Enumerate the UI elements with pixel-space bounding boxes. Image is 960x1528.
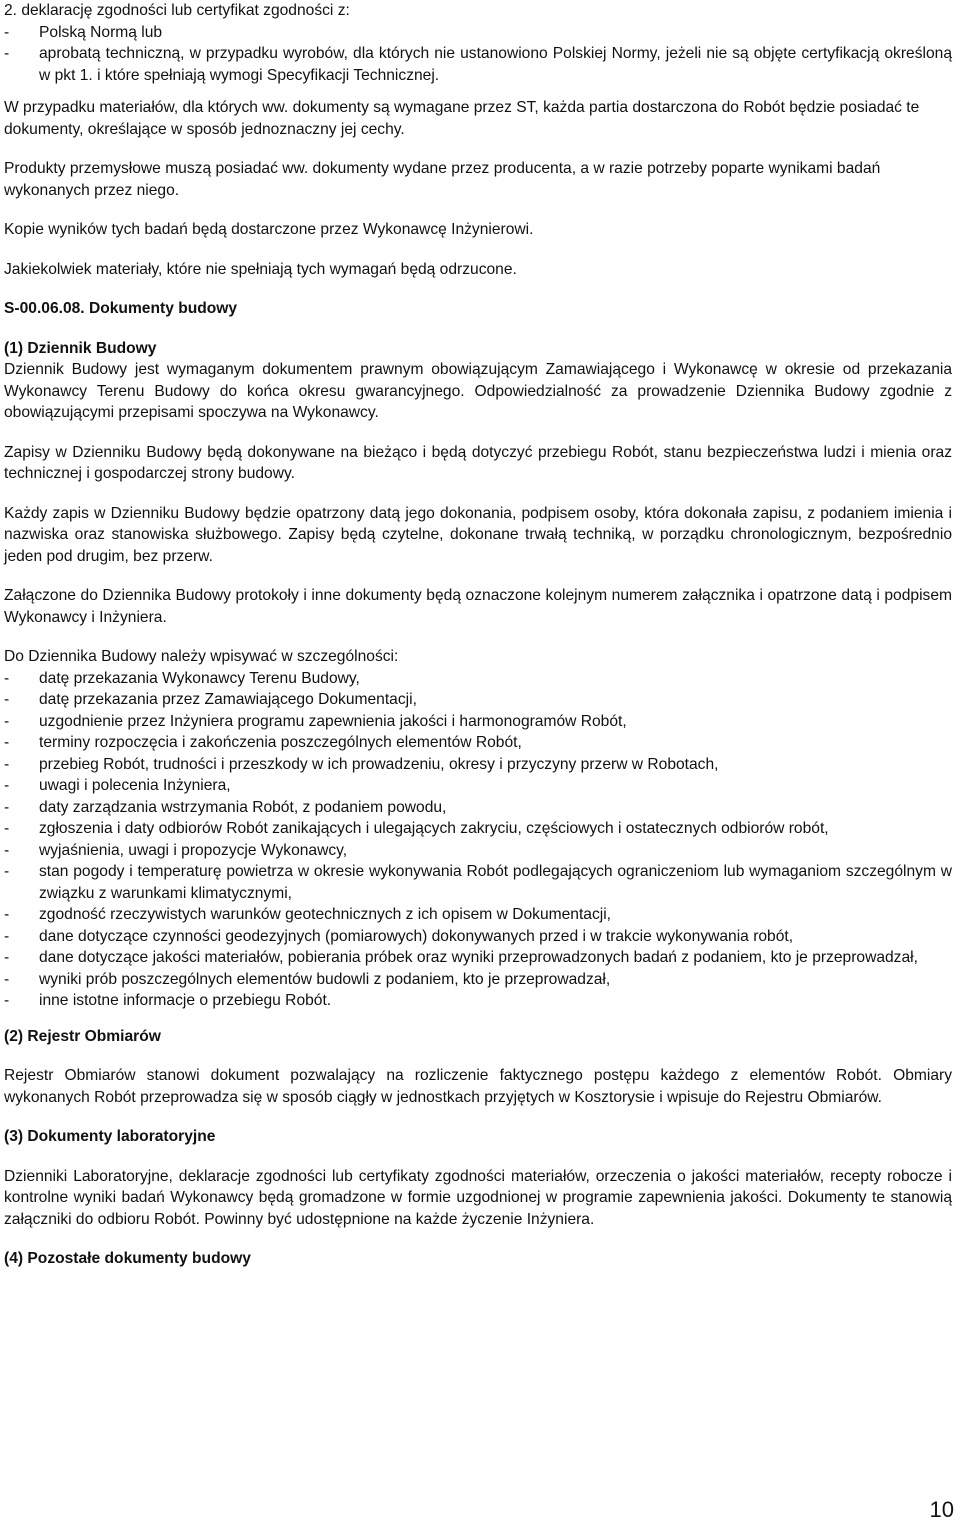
dash-marker: - bbox=[4, 906, 10, 923]
list-item bbox=[4, 797, 952, 819]
intro-paragraph-3: Kopie wyników tych badań będą dostarczone przez Wykonawcę Inżynierowi. bbox=[4, 221, 534, 238]
list-item bbox=[4, 840, 952, 862]
list-item-text: przebieg Robót, trudności i przeszkody w ich prowadzeniu, okresy i przyczyny przerw w Robotach, bbox=[39, 755, 719, 773]
dash-marker: - bbox=[4, 45, 10, 62]
dziennik-heading: (1) Dziennik Budowy bbox=[4, 339, 157, 357]
dash-marker: - bbox=[4, 691, 10, 708]
list-item bbox=[4, 990, 952, 1012]
dash-marker: - bbox=[4, 23, 10, 41]
dziennik-paragraph-2: Zapisy w Dzienniku Budowy będą dokonywane na bieżąco i będą dotyczyć przebiegu Robót, stanu bezpieczeństwa ludzi i mienia oraz technicznej i gospodarczej strony budowy. bbox=[4, 443, 952, 482]
dash-marker: - bbox=[4, 927, 10, 945]
list-item-text: inne istotne informacje o przebiegu Robót. bbox=[39, 992, 332, 1009]
list-item-text: terminy rozpoczęcia i zakończenia poszczególnych elementów Robót, bbox=[39, 734, 522, 751]
document-page bbox=[4, 0, 952, 1270]
page-number: 10 bbox=[929, 1496, 954, 1522]
list-item bbox=[4, 711, 952, 733]
dash-marker: - bbox=[4, 755, 10, 773]
lab-paragraph-1: Dzienniki Laboratoryjne, deklaracje zgodności lub certyfikaty zgodności materiałów, orzeczenia o jakości materiałów, recepty robocze i kontrolne wyniki badań Wykonawcy będą gromadzone w formie uzgodnionej w programie zapewnienia jakości. Dokumenty te stanowią załączniki do odbioru Robót. Powinny być udostępnione na każde życzenie Inżyniera. bbox=[4, 1167, 952, 1228]
list-item bbox=[4, 754, 952, 776]
list-item-text: stan pogody i temperaturę powietrza w okresie wykonywania Robót podlegających ograniczeniom lub wymaganiom szczególnym w związku z warunkami klimatycznymi, bbox=[39, 863, 952, 902]
list-item bbox=[4, 926, 952, 948]
dash-marker: - bbox=[4, 669, 10, 687]
dash-marker: - bbox=[4, 798, 10, 816]
section-title: S-00.06.08. Dokumenty budowy bbox=[4, 300, 238, 317]
list-item-text: zgłoszenia i daty odbiorów Robót zanikających i ulegających zakryciu, częściowych i ostatecznych odbiorów robót, bbox=[39, 820, 829, 837]
list-item bbox=[4, 689, 952, 711]
list-item-text: datę przekazania Wykonawcy Terenu Budowy, bbox=[39, 669, 360, 687]
list-item-text: datę przekazania przez Zamawiającego Dokumentacji, bbox=[39, 691, 417, 708]
list-item bbox=[4, 904, 952, 926]
intro-sub-item-2-text: aprobatą techniczną, w przypadku wyrobów, dla których nie ustanowiono Polskiej Normy, jeżeli nie są objęte certyfikacją określoną w pkt 1. i które spełniają wymogi Specyfikacji Technicznej. bbox=[39, 45, 952, 84]
list-item bbox=[4, 818, 952, 840]
list-item-text: wyniki prób poszczególnych elementów budowli z podaniem, kto je przeprowadzał, bbox=[39, 970, 611, 988]
list-item-text: dane dotyczące jakości materiałów, pobierania próbek oraz wyniki przeprowadzonych badań z podaniem, kto je przeprowadzał, bbox=[39, 949, 918, 966]
dziennik-paragraph-1: Dziennik Budowy jest wymaganym dokumentem prawnym obowiązującym Zamawiającego i Wykonawcę w okresie od przekazania Wykonawcy Terenu Budowy do końca okresu gwarancyjnego. Odpowiedzialność za prowadzenie Dziennika Budowy zgodnie z obowiązującymi przepisami spoczywa na Wykonawcy. bbox=[4, 361, 952, 421]
intro-sub-item-2 bbox=[4, 43, 952, 86]
dash-marker: - bbox=[4, 712, 10, 730]
intro-paragraph-4: Jakiekolwiek materiały, które nie spełniają tych wymagań będą odrzucone. bbox=[4, 260, 517, 278]
list-item bbox=[4, 668, 952, 690]
dash-marker: - bbox=[4, 992, 10, 1009]
dziennik-paragraph-4: Załączone do Dziennika Budowy protokoły i inne dokumenty będą oznaczone kolejnym numerem załącznika i opatrzone datą i podpisem Wykonawcy i Inżyniera. bbox=[4, 587, 952, 626]
list-item-text: uzgodnienie przez Inżyniera programu zapewnienia jakości i harmonogramów Robót, bbox=[39, 712, 627, 730]
list-item bbox=[4, 969, 952, 991]
dziennik-paragraph-5: Do Dziennika Budowy należy wpisywać w szczególności: bbox=[4, 648, 399, 665]
dziennik-list bbox=[4, 668, 952, 1012]
list-item-text: wyjaśnienia, uwagi i propozycje Wykonawcy, bbox=[39, 841, 348, 859]
dash-marker: - bbox=[4, 820, 10, 837]
list-item-text: uwagi i polecenia Inżyniera, bbox=[39, 777, 231, 794]
rejestr-heading: (2) Rejestr Obmiarów bbox=[4, 1027, 161, 1045]
dash-marker: - bbox=[4, 970, 10, 988]
intro-paragraph-2: Produkty przemysłowe muszą posiadać ww. dokumenty wydane przez producenta, a w razie potrzeby poparte wynikami badań wykonanych przez niego. bbox=[4, 160, 881, 199]
intro-sub-item-1 bbox=[4, 22, 952, 44]
dash-marker: - bbox=[4, 734, 10, 751]
intro-sub-item-1-text: Polską Normą lub bbox=[39, 23, 163, 41]
dash-marker: - bbox=[4, 863, 10, 880]
other-heading: (4) Pozostałe dokumenty budowy bbox=[4, 1250, 251, 1267]
list-item-text: dane dotyczące czynności geodezyjnych (pomiarowych) dokonywanych przed i w trakcie wykonywania robót, bbox=[39, 927, 794, 945]
rejestr-paragraph-1: Rejestr Obmiarów stanowi dokument pozwalający na rozliczenie faktycznego postępu każdego z elementów Robót. Obmiary wykonanych Robót przeprowadza się w sposób ciągły w jednostkach przyjętych w Kosztorysie i wpisuje do Rejestru Obmiarów. bbox=[4, 1067, 952, 1106]
dash-marker: - bbox=[4, 777, 10, 794]
list-item bbox=[4, 732, 952, 754]
list-item bbox=[4, 947, 952, 969]
dash-marker: - bbox=[4, 949, 10, 966]
list-item-text: daty zarządzania wstrzymania Robót, z podaniem powodu, bbox=[39, 798, 447, 816]
lab-heading: (3) Dokumenty laboratoryjne bbox=[4, 1128, 216, 1145]
list-item bbox=[4, 775, 952, 797]
dash-marker: - bbox=[4, 841, 10, 859]
intro-item-2: 2. deklarację zgodności lub certyfikat zgodności z: bbox=[4, 2, 350, 19]
dziennik-paragraph-3: Każdy zapis w Dzienniku Budowy będzie opatrzony datą jego dokonania, podpisem osoby, która dokonała zapisu, z podaniem imienia i nazwiska oraz stanowiska służbowego. Zapisy będą czytelne, dokonane trwałą techniką, w porządku chronologicznym, bezpośrednio jeden pod drugim, bez przerw. bbox=[4, 504, 952, 565]
intro-paragraph-1: W przypadku materiałów, dla których ww. dokumenty są wymagane przez ST, każda partia dostarczona do Robót będzie posiadać te dokumenty, określające w sposób jednoznaczny jej cechy. bbox=[4, 99, 920, 138]
list-item bbox=[4, 861, 952, 904]
list-item-text: zgodność rzeczywistych warunków geotechnicznych z ich opisem w Dokumentacji, bbox=[39, 906, 612, 923]
